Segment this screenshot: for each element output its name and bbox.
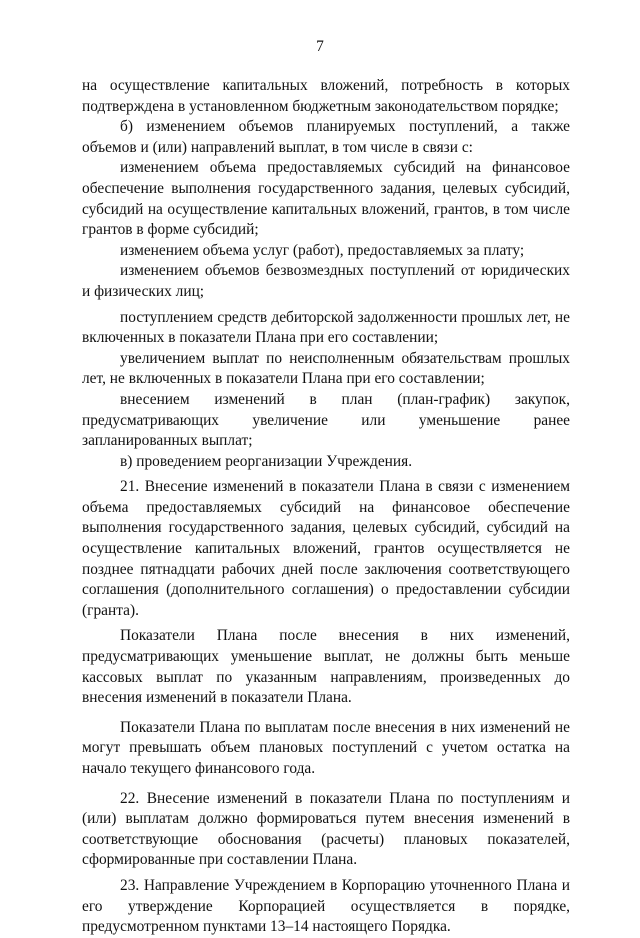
paragraph-subsidy-change: изменением объема предоставляемых субсидий на финансовое обеспечение выполнения государственного задания, целевых субсидий, субсидий на осуществление капитальных вложений, грантов, в том числе грантов в форме субсидий; xyxy=(82,159,570,239)
paragraph-procurement-plan: внесением изменений в план (план-график) закупок, предусматривающих увеличение или уменьшение ранее запланированных выплат; xyxy=(82,390,570,450)
document-body xyxy=(82,76,570,938)
paragraph-21: 21. Внесение изменений в показатели Плана в связи с изменением объема предоставляемых субсидий на финансовое обеспечение выполнения государственного задания, целевых субсидий, субсидий на осуществление капитальных вложений, грантов осуществляется не позднее пятнадцати рабочих дней после заключения соответствующего соглашения (дополнительного соглашения) о предоставлении субсидии (гранта). xyxy=(82,478,570,619)
paragraph-indicators-decrease: Показатели Плана после внесения в них изменений, предусматривающих уменьшение выплат, не должны быть меньше кассовых выплат по указанным направлениям, произведенных до внесения изменений в показатели Плана. xyxy=(82,627,570,707)
paragraph-paid-services: изменением объема услуг (работ), предоставляемых за плату; xyxy=(120,241,525,259)
paragraph-c: в) проведением реорганизации Учреждения. xyxy=(120,452,413,470)
paragraph-obligations: увеличением выплат по неисполненным обязательствам прошлых лет, не включенных в показатели Плана при его составлении; xyxy=(82,349,570,388)
page-number: 7 xyxy=(316,38,324,55)
paragraph-b: б) изменением объемов планируемых поступлений, а также объемов и (или) направлений выплат, в том числе в связи с: xyxy=(82,118,570,156)
paragraph-22: 22. Внесение изменений в показатели Плана по поступлениям и (или) выплатам должно формироваться путем внесения изменений в соответствующие обоснования (расчеты) плановых показателей, сформированные при составлении Плана. xyxy=(82,789,570,869)
paragraph-donations: изменением объемов безвозмездных поступлений от юридических и физических лиц; xyxy=(82,262,570,300)
paragraph-continuation: на осуществление капитальных вложений, потребность в которых подтверждена в установленном бюджетным законодательством порядке; xyxy=(82,77,570,115)
paragraph-receivables: поступлением средств дебиторской задолженности прошлых лет, не включенных в показатели Плана при его составлении; xyxy=(82,308,570,347)
paragraph-indicators-limit: Показатели Плана по выплатам после внесения в них изменений не могут превышать объем плановых поступлений с учетом остатка на начало текущего финансового года. xyxy=(82,718,570,777)
paragraph-23: 23. Направление Учреждением в Корпорацию уточненного Плана и его утверждение Корпорацией осуществляется в порядке, предусмотренном пунктами 13–14 настоящего Порядка. xyxy=(82,876,570,936)
